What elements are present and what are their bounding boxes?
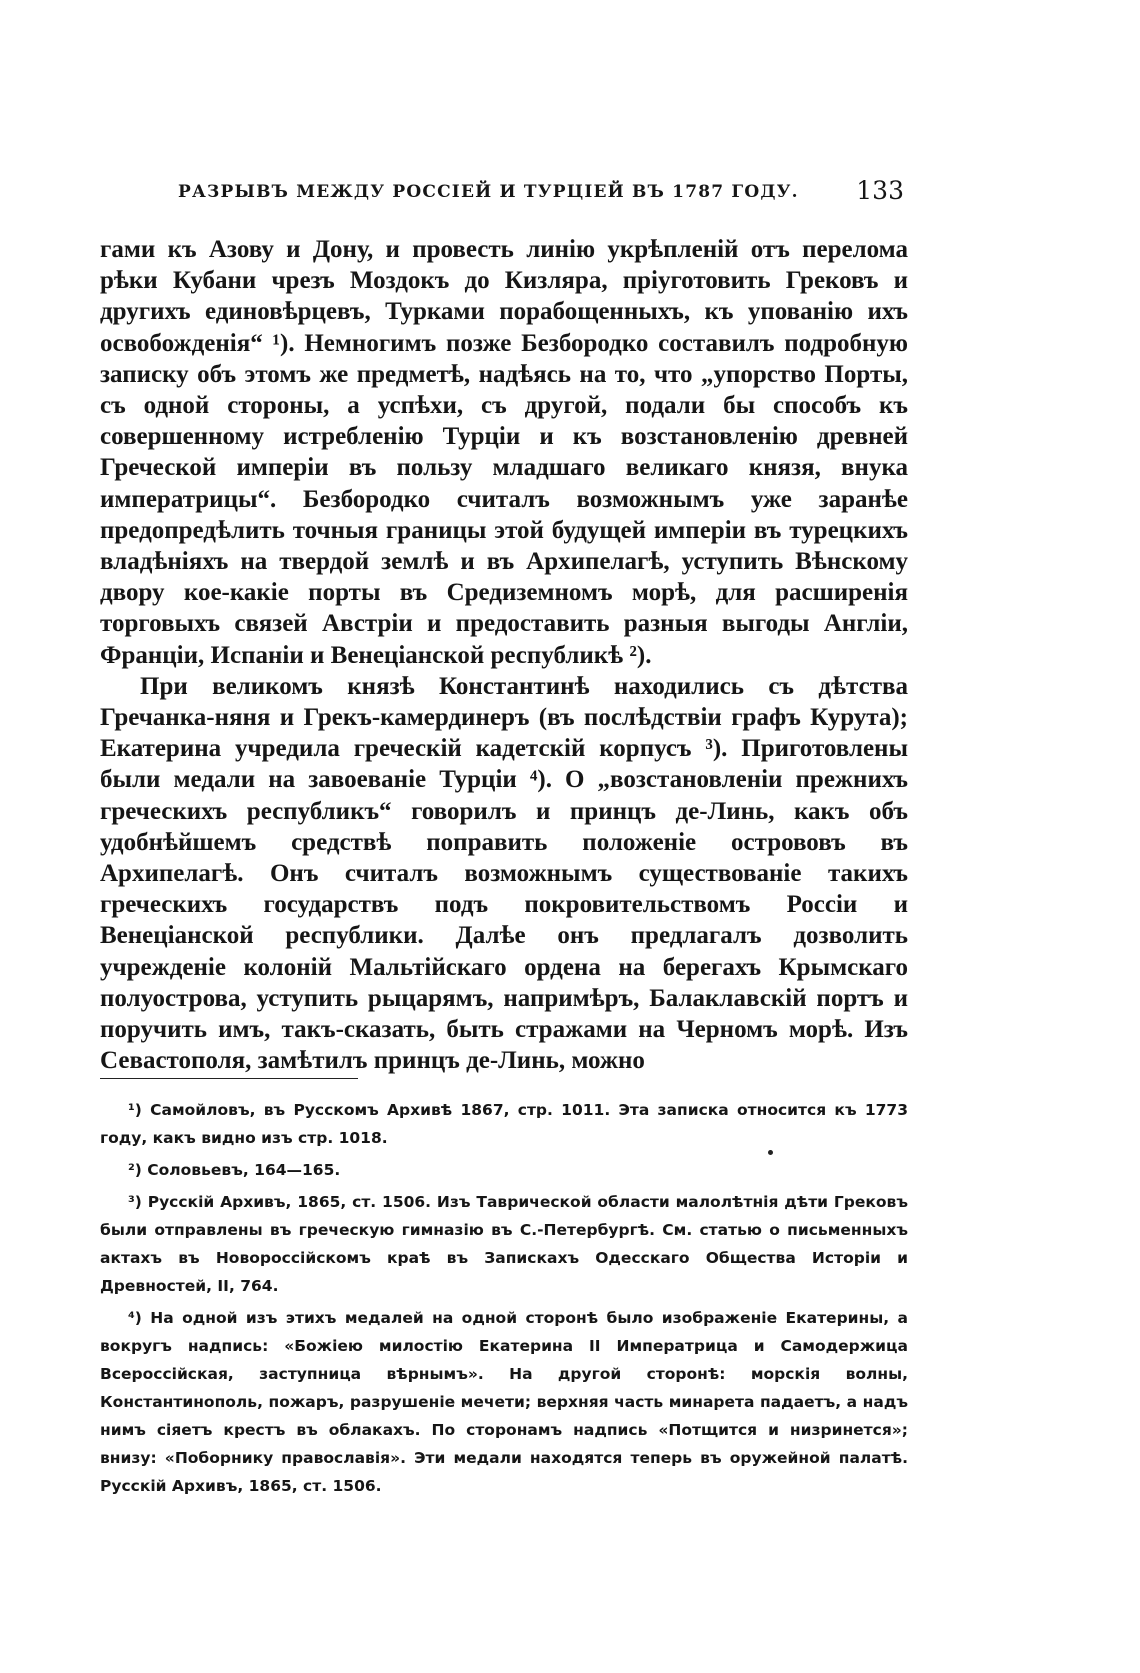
running-head [178,176,904,216]
footnotes [100,1096,908,1504]
footnote-2: ²) Соловьевъ, 164—165. [128,1161,341,1179]
paragraph-2: При великомъ князѣ Константинѣ находились съ дѣтства Гречанка-няня и Грекъ-камердинеръ (въ послѣдствіи графъ Курута); Екатерина учредила греческій кадетскій корпусъ ³). Приготовлены были медали на завоеваніе Турціи ⁴). О „возстановленіи прежнихъ греческихъ республикъ“ говорилъ и принцъ де-Линь, какъ объ удобнѣйшемъ средствѣ поправить положеніе острововъ въ Архипелагѣ. Онъ считалъ возможнымъ существованіе такихъ греческихъ государствъ подъ покровительствомъ Россіи и Венеціанской республики. Далѣе онъ предлагалъ дозволить учрежденіе колоній Мальтійскаго ордена на берегахъ Крымскаго полуострова, уступить рыцарямъ, напримѣръ, Балаклавскій портъ и поручить имъ, такъ-сказать, быть стражами на Черномъ морѣ. Изъ Севастополя, замѣтилъ принцъ де-Линь, можно [100,672,908,1075]
footnote-1: ¹) Самойловъ, въ Русскомъ Архивѣ 1867, стр. 1011. Эта записка относится къ 1773 году, какъ видно изъ стр. 1018. [100,1101,908,1147]
paragraph-1: гами къ Азову и Дону, и провесть линію укрѣпленій отъ перелома рѣки Кубани чрезъ Моздокъ до Кизляра, пріуготовить Грековъ и другихъ единовѣрцевъ, Турками порабощенныхъ, къ упованію ихъ освобожденія“ ¹). Немногимъ позже Безбородко составилъ подробную записку объ этомъ же предметѣ, надѣясь на то, что „упорство Порты, съ одной стороны, а успѣхи, съ другой, подали бы способъ къ совершенному истребленію Турціи и къ возстановленію древней Греческой имперіи въ пользу младшаго великаго князя, внука императрицы“. Безбородко считалъ возможнымъ уже заранѣе предопредѣлить точныя границы этой будущей имперіи въ турецкихъ владѣніяхъ на твердой землѣ и въ Архипелагѣ, уступить Вѣнскому двору кое-какіе порты въ Средиземномъ морѣ, для расширенія торговыхъ связей Австріи и предоставить разныя выгоды Англіи, Франціи, Испаніи и Венеціанской республикѣ ²). [100,236,908,669]
running-head-title: РАЗРЫВЪ МЕЖДУ РОССІЕЙ И ТУРЦІЕЙ ВЪ 1787 ГОДУ. [178,182,799,202]
page-number: 133 [856,176,904,205]
footnote-3: ³) Русскій Архивъ, 1865, ст. 1506. Изъ Таврической области малолѣтнія дѣти Грековъ были отправлены въ греческую гимназію въ С.-Петербургѣ. См. статью о письменныхъ актахъ въ Новороссійскомъ краѣ въ Запискахъ Одесскаго Общества Исторіи и Древностей, II, 764. [100,1193,908,1295]
footnote-4: ⁴) На одной изъ этихъ медалей на одной сторонѣ было изображеніе Екатерины, а вокругъ надпись: «Божіею милостію Екатерина II Императрица и Самодержица Всероссійская, заступница вѣрнымъ». На другой сторонѣ: морскія волны, Константинополь, пожаръ, разрушеніе мечети; верхняя часть минарета падаетъ, а надъ нимъ сіяетъ крестъ въ облакахъ. По сторонамъ надпись «Потщится и низринется»; внизу: «Поборнику православія». Эти медали находятся теперь въ оружейной палатѣ. Русскій Архивъ, 1865, ст. 1506. [100,1309,908,1495]
main-text [100,234,908,1076]
footnote-separator [100,1078,358,1079]
